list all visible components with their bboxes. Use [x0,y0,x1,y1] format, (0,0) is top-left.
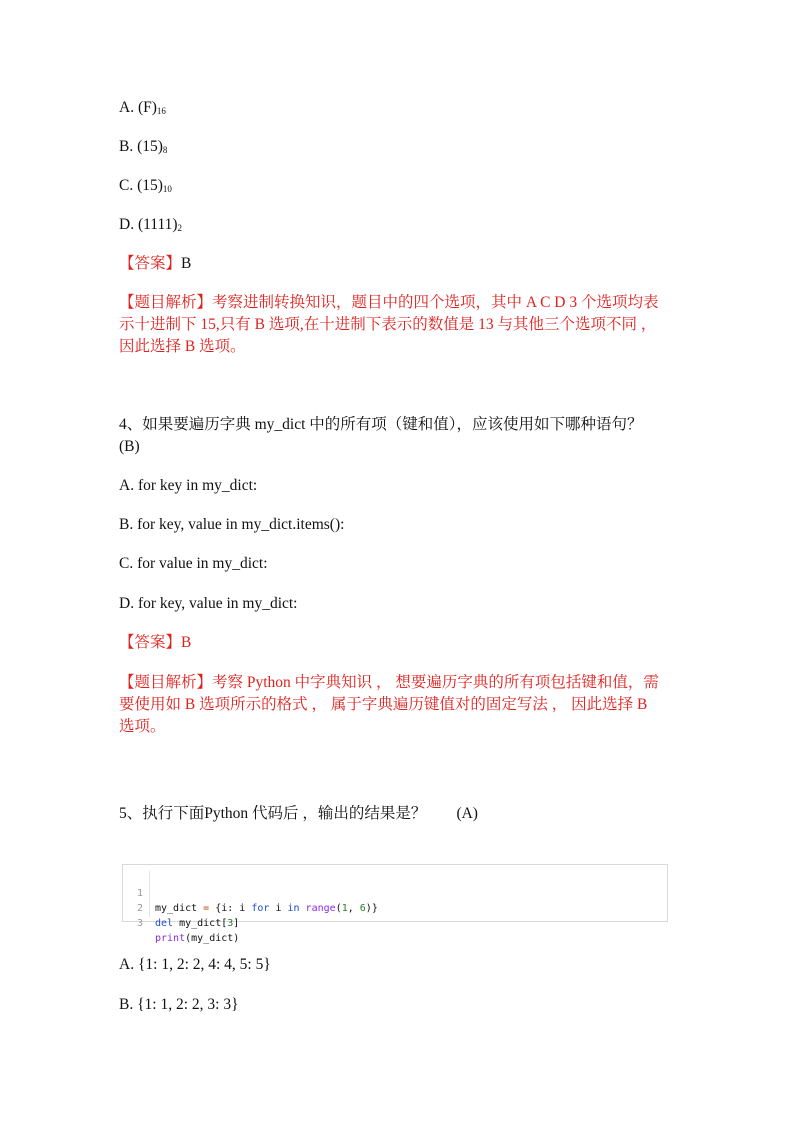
option-a: A. $(F)_{16}$ [119,99,166,116]
code-line-3: 3 print(my_dict) [136,918,240,944]
answer: 【答案】B [119,255,192,272]
question-4: 4、如果要遍历字典 my_dict 中的所有项（键和值），应该使用如下哪种语句？ (B) [119,416,643,455]
q4-option-b: B. for key, value in my_dict.items(): [119,516,345,533]
q4-analysis: 【题目解析】考察 Python 中字典知识 ， 想要遍历字典的所有项包括键和值，需 要使用如 B 选项所示的格式 ， 属于字典遍历键值对的固定写法 ， 因此选择 B 选项。 [119,674,659,735]
q5-answer-mark: (A) [456,805,478,822]
option-b: B. $(15)_8$ [119,138,168,155]
option-d: D. $(1111)_2$ [119,216,183,233]
code-block [122,864,668,944]
q4-option-d: D. for key, value in my_dict: [119,595,298,612]
option-c: C. $(15)_{10}$ [119,177,172,194]
analysis: 【题目解析】考察进制转换知识，题目中的四个选项，其中 A C D 3 个选项均表 示十进制下 15,只有 B 选项,在十进制下表示的数值是 13 与其他三个选项不同 ， 因此选择 B 选项。 [119,294,659,355]
q4-answer: 【答案】B [119,634,192,651]
code-line-1: 1 my_dict = {i: i for i in range(1, 6)} [136,888,378,914]
question-5: 5、执行下面Python 代码后 ，输出的结果是？ (A) [119,805,478,822]
q4-option-a: A. for key in my_dict: [119,477,258,494]
q4-option-c: C. for value in my_dict: [119,555,268,572]
code-line-2: 2 del my_dict[3] [136,903,240,929]
q5-option-a: A. {1: 1, 2: 2, 4: 4, 5: 5} [119,956,271,973]
q5-option-b: B. {1: 1, 2: 2, 3: 3} [119,996,239,1013]
